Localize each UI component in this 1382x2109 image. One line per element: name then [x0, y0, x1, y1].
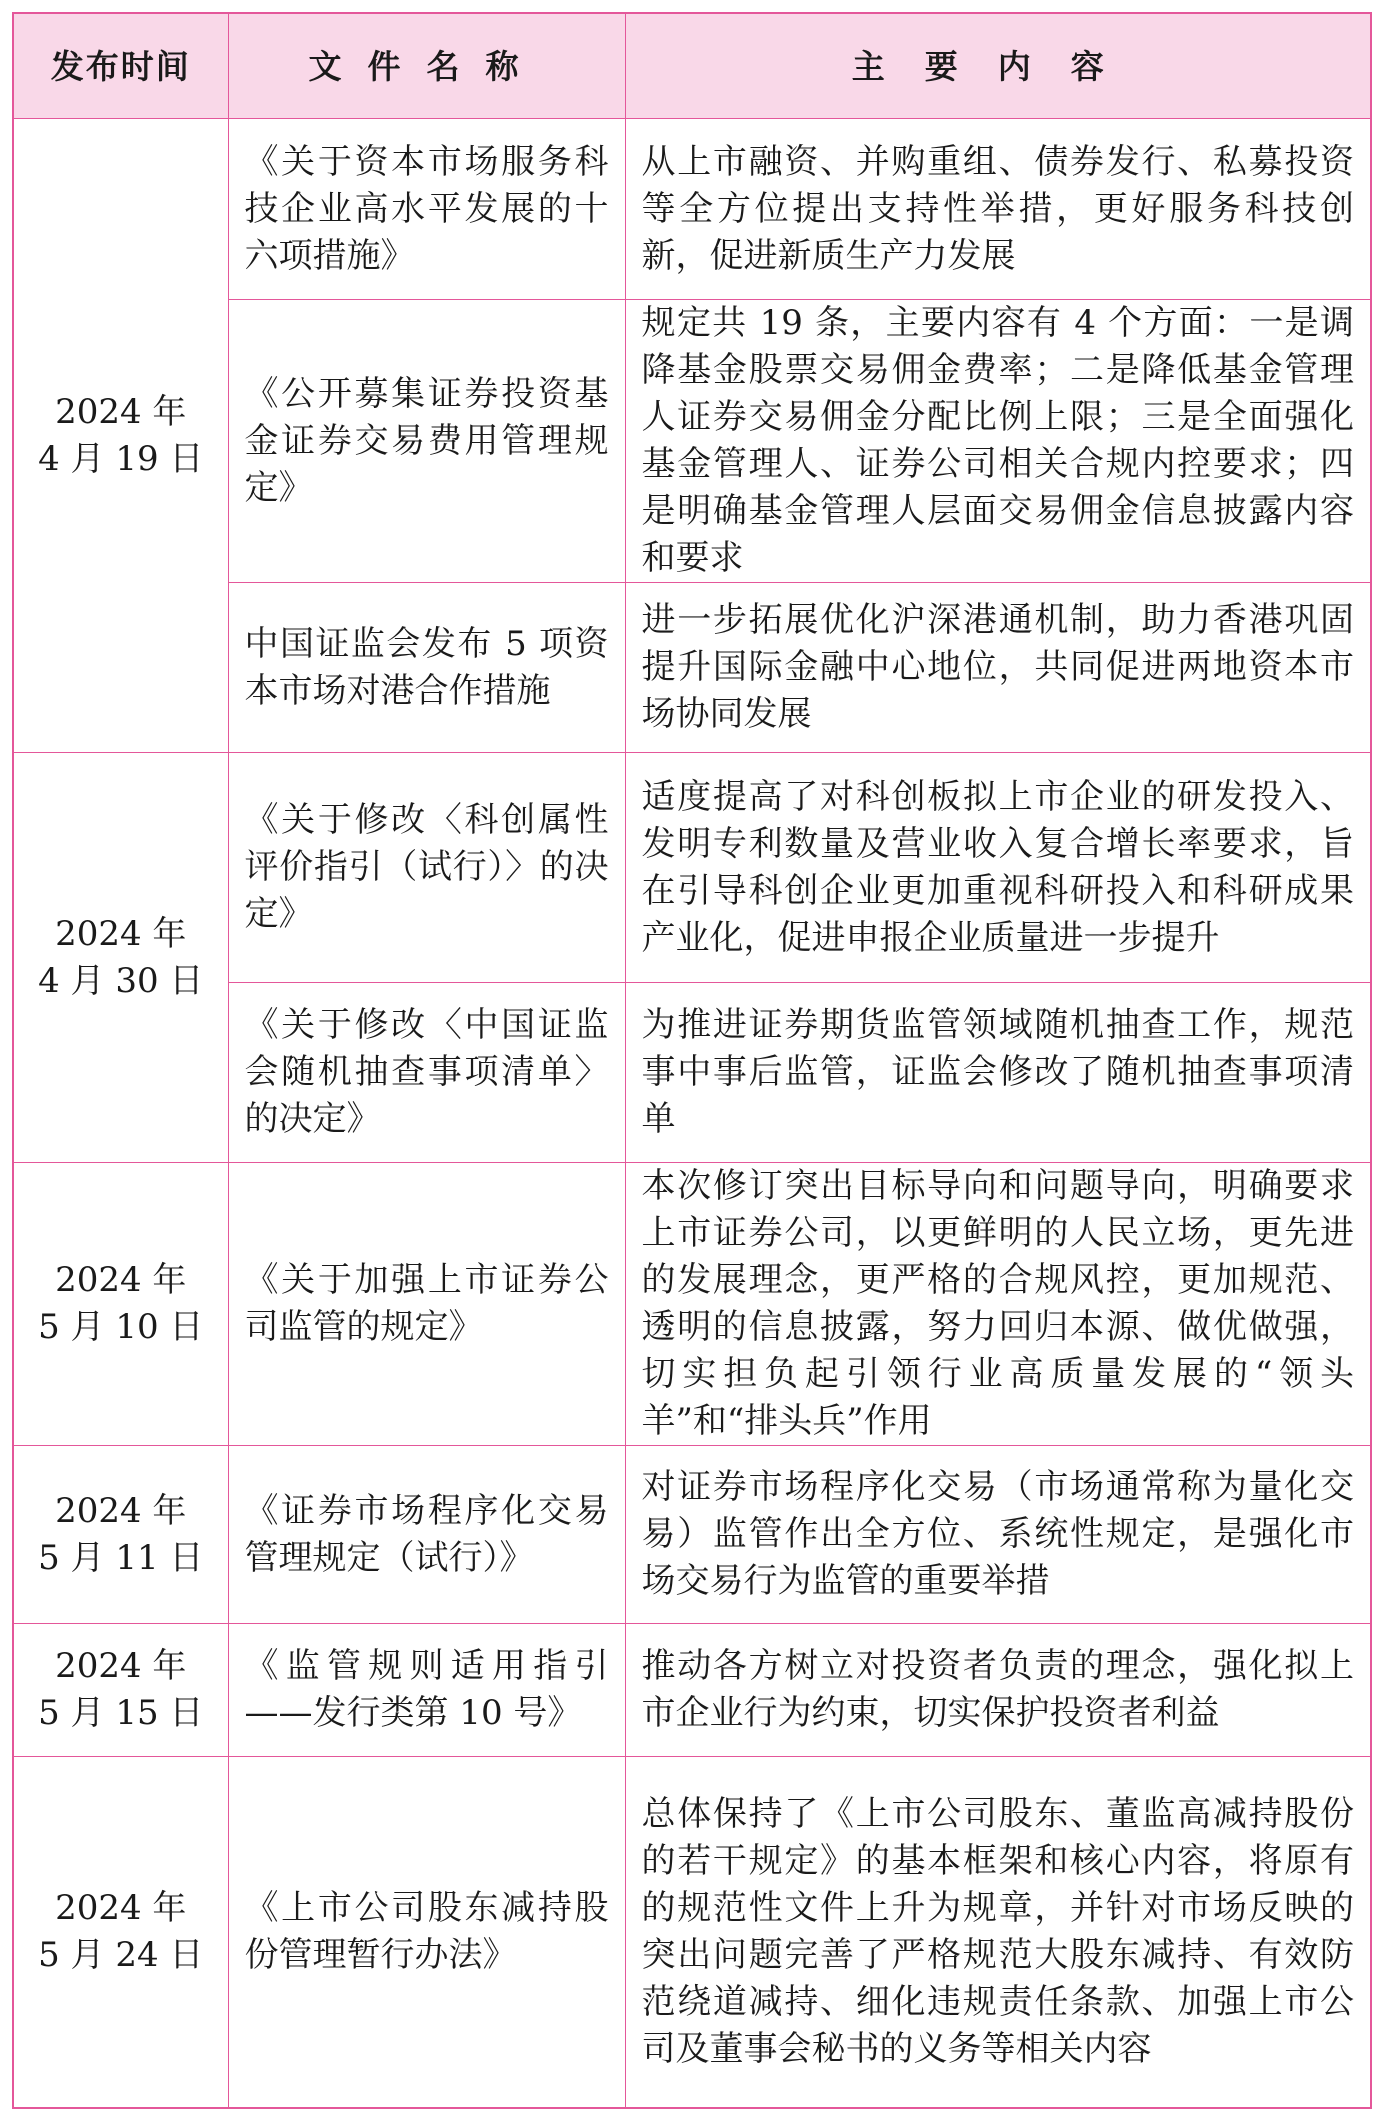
date-day: 4 月 30 日 [38, 960, 204, 1001]
date-cell [13, 119, 228, 753]
date-cell [13, 1624, 228, 1757]
date-cell [13, 1757, 228, 2108]
content-cell: 总体保持了《上市公司股东、董监高减持股份的若干规定》的基本框架和核心内容，将原有的规范性文件上升为规章，并针对市场反映的突出问题完善了严格规范大股东减持、有效防范绕道减持、细化违规责任条款、加强上市公司及董事会秘书的义务等相关内容 [625, 1757, 1371, 2108]
document-name-cell: 中国证监会发布 5 项资本市场对港合作措施 [228, 583, 625, 753]
content-cell: 本次修订突出目标导向和问题导向，明确要求上市证券公司，以更鲜明的人民立场，更先进的发展理念，更严格的合规风控，更加规范、透明的信息披露，努力回归本源、做优做强，切实担负起引领行业高质量发展的“领头羊”和“排头兵”作用 [625, 1163, 1371, 1446]
header-date: 发布时间 [13, 13, 228, 119]
document-name-cell: 《上市公司股东减持股份管理暂行办法》 [228, 1757, 625, 2108]
content-cell: 规定共 19 条，主要内容有 4 个方面：一是调降基金股票交易佣金费率；二是降低基金管理人证券交易佣金分配比例上限；三是全面强化基金管理人、证券公司相关合规内控要求；四是明确基金管理人层面交易佣金信息披露内容和要求 [625, 300, 1371, 583]
header-row [13, 13, 1371, 119]
document-name-cell: 《公开募集证券投资基金证券交易费用管理规定》 [228, 300, 625, 583]
document-name-cell: 《证券市场程序化交易管理规定（试行）》 [228, 1446, 625, 1624]
document-name-cell: 《监管规则适用指引——发行类第 10 号》 [228, 1624, 625, 1757]
table-row [13, 1624, 1371, 1757]
table-row [13, 1446, 1371, 1624]
content-cell: 推动各方树立对投资者负责的理念，强化拟上市企业行为约束，切实保护投资者利益 [625, 1624, 1371, 1757]
date-year: 2024 年 [55, 1887, 187, 1928]
document-name-cell: 《关于加强上市证券公司监管的规定》 [228, 1163, 625, 1446]
date-day: 5 月 24 日 [38, 1934, 204, 1975]
date-year: 2024 年 [55, 1646, 187, 1686]
date-year: 2024 年 [55, 1260, 187, 1300]
table-row [13, 753, 1371, 983]
content-cell: 进一步拓展优化沪深港通机制，助力香港巩固提升国际金融中心地位，共同促进两地资本市场协同发展 [625, 583, 1371, 753]
content-cell: 从上市融资、并购重组、债券发行、私募投资等全方位提出支持性举措，更好服务科技创新，促进新质生产力发展 [625, 119, 1371, 300]
table-row [13, 1163, 1371, 1446]
date-day: 4 月 19 日 [38, 438, 204, 479]
date-day: 5 月 10 日 [38, 1307, 204, 1347]
date-day: 5 月 15 日 [38, 1693, 204, 1733]
table-row [13, 1757, 1371, 2108]
date-cell [13, 1446, 228, 1624]
table-body [13, 119, 1371, 2108]
content-cell: 适度提高了对科创板拟上市企业的研发投入、发明专利数量及营业收入复合增长率要求，旨在引导科创企业更加重视科研投入和科研成果产业化，促进申报企业质量进一步提升 [625, 753, 1371, 983]
date-year: 2024 年 [55, 913, 187, 954]
document-name-cell: 《关于修改〈科创属性评价指引（试行）〉的决定》 [228, 753, 625, 983]
table-header [13, 13, 1371, 119]
header-content: 主要内容 [625, 13, 1371, 119]
date-year: 2024 年 [55, 391, 187, 432]
date-year: 2024 年 [55, 1490, 187, 1531]
policy-table [12, 12, 1372, 2109]
document-name-cell: 《关于修改〈中国证监会随机抽查事项清单〉的决定》 [228, 983, 625, 1163]
policy-table-page [12, 12, 1370, 2076]
date-day: 5 月 11 日 [38, 1537, 204, 1578]
date-cell [13, 753, 228, 1163]
date-cell [13, 1163, 228, 1446]
header-name: 文件名称 [228, 13, 625, 119]
content-cell: 对证券市场程序化交易（市场通常称为量化交易）监管作出全方位、系统性规定，是强化市场交易行为监管的重要举措 [625, 1446, 1371, 1624]
content-cell: 为推进证券期货监管领域随机抽查工作，规范事中事后监管，证监会修改了随机抽查事项清单 [625, 983, 1371, 1163]
table-row [13, 119, 1371, 300]
document-name-cell: 《关于资本市场服务科技企业高水平发展的十六项措施》 [228, 119, 625, 300]
